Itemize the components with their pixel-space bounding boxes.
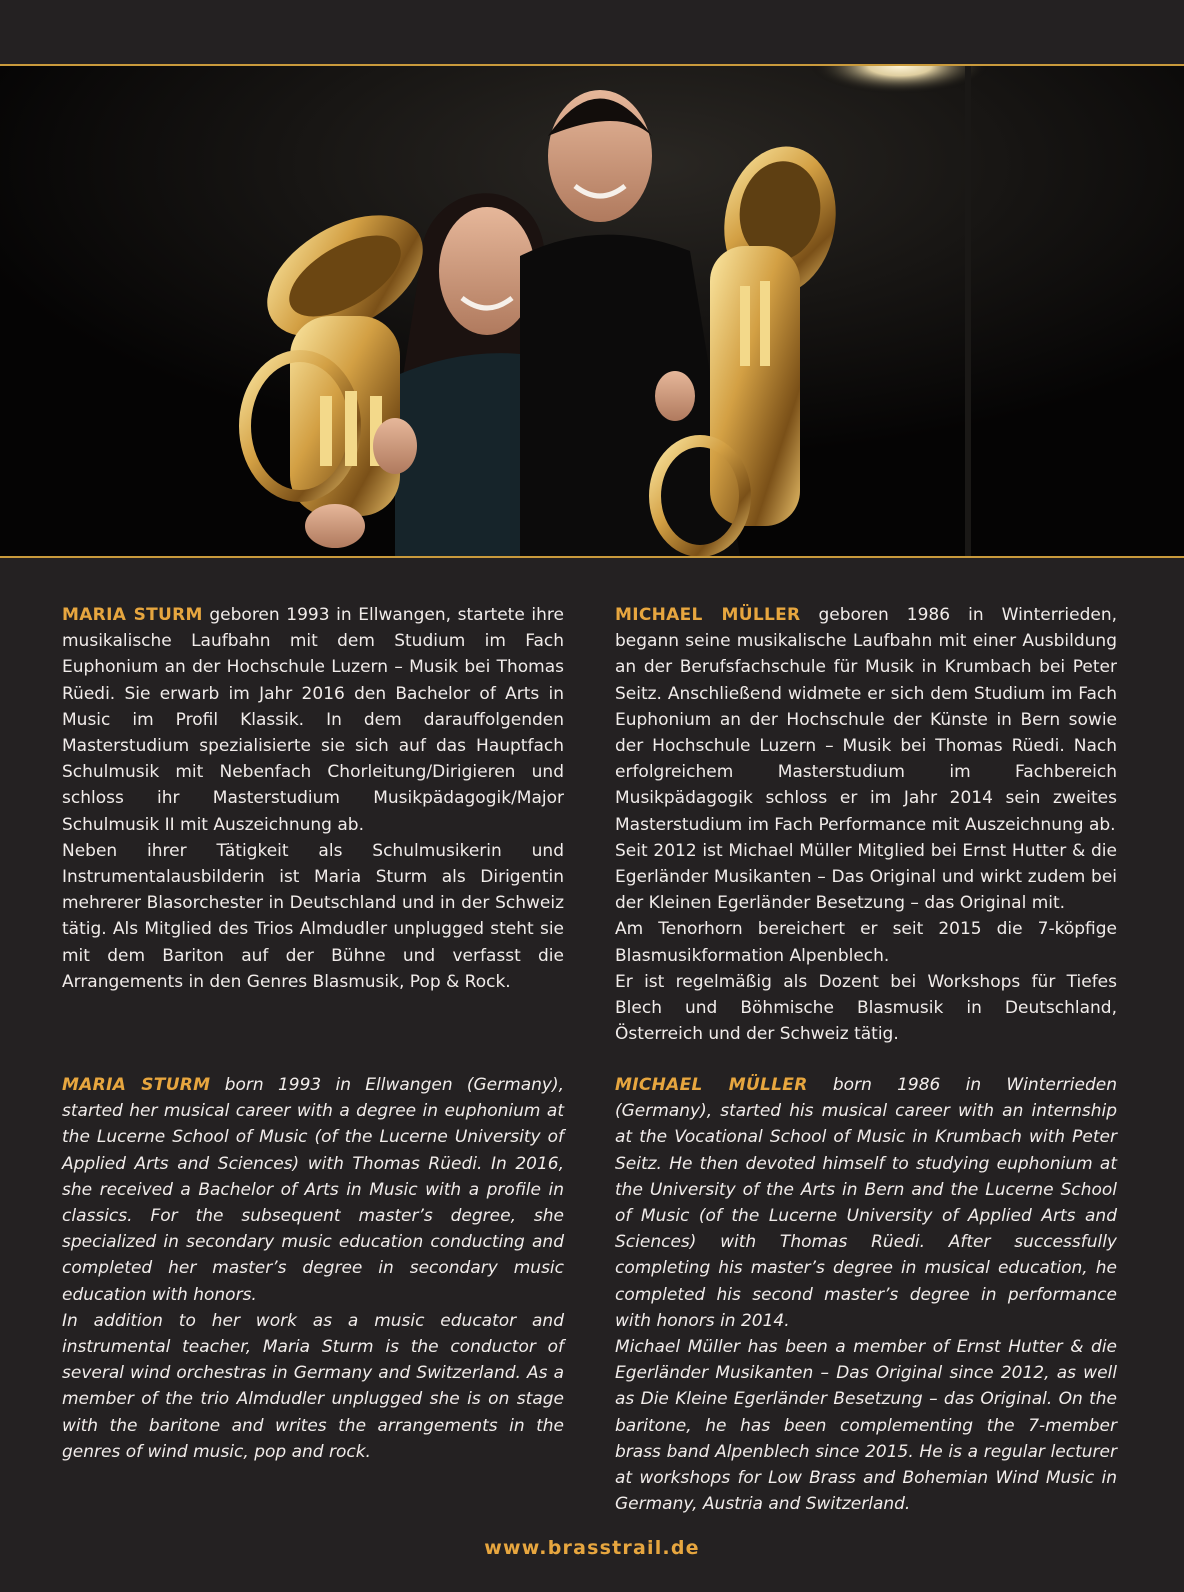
bio-name: MARIA STURM <box>62 605 203 625</box>
bio-paragraph: Neben ihrer Tätigkeit als Schulmusikerin und Instrumentalausbilderin ist Maria Sturm als Dirigentin mehrerer Blasorchester in Deutschland und in der Schweiz tätig. Als Mitglied des Trios Almdudler unplugged steht sie mit dem Bariton auf der Bühne und verfasst die Arrangements in den Genres Blasmusik, Pop & Rock. <box>62 840 564 992</box>
bio-paragraph <box>62 1072 564 1308</box>
portrait-photo <box>0 66 1184 556</box>
bio-text: born 1986 in Winterrieden (Germany), started his musical career with an internship at the Vocational School of Music in Krumbach with Peter Seitz. He then devoted himself to studying euphonium at the University of the Arts in Bern and the Lucerne School of Music (of the Lucerne University of Applied Arts and Sciences) with Thomas Rüedi. After successfully completing his master’s degree in musical education, he completed his second master’s degree in performance with honors in 2014. <box>615 1075 1117 1331</box>
bio-english-maria-sturm <box>62 1072 564 1465</box>
bio-paragraph: Seit 2012 ist Michael Müller Mitglied bei Ernst Hutter & die Egerländer Musikanten – Das Original und wirkt zudem bei der Kleinen Egerländer Besetzung – das Original mit. <box>615 840 1117 914</box>
bio-name: MARIA STURM <box>62 1075 211 1095</box>
bio-text: geboren 1986 in Winterrieden, begann seine musikalische Laufbahn mit einer Ausbildung an der Berufsfachschule für Musik in Krumbach bei Peter Seitz. Anschließend widmete er sich dem Studium im Fach Euphonium an der Hochschule der Künste in Bern sowie der Hochschule Luzern – Musik bei Thomas Rüedi. Nach erfolgreichem Masterstudium im Fachbereich Musikpädagogik schloss er im Jahr 2014 sein zweites Masterstudium im Fach Performance mit Auszeichnung ab. <box>615 605 1117 835</box>
bio-paragraph: Michael Müller has been a member of Ernst Hutter & die Egerländer Musikanten – Das Original since 2012, as well as Die Kleine Egerländer Besetzung – das Original. On the baritone, he has been complementing the 7-member brass band Alpenblech since 2015. He is a regular lecturer at workshops for Low Brass and Bohemian Wind Music in Germany, Austria and Switzerland. <box>615 1337 1117 1515</box>
bio-german-maria-sturm <box>62 602 564 995</box>
bio-paragraph <box>62 602 564 838</box>
bio-paragraph <box>615 602 1117 838</box>
bio-paragraph: In addition to her work as a music educator and instrumental teacher, Maria Sturm is the conductor of several wind orchestras in Germany and Switzerland. As a member of the trio Almdudler unplugged she is on stage with the baritone and writes the arrangements in the genres of wind music, pop and rock. <box>62 1310 564 1462</box>
bio-paragraph: Am Tenorhorn bereichert er seit 2015 die 7-köpfige Blasmusikformation Alpenblech. <box>615 919 1117 966</box>
top-band <box>0 0 1184 64</box>
bio-name: MICHAEL MÜLLER <box>615 605 801 625</box>
bio-paragraph: Er ist regelmäßig als Dozent bei Workshops für Tiefes Blech und Böhmische Blasmusik in Deutschland, Österreich und der Schweiz tätig. <box>615 971 1117 1045</box>
bio-name: MICHAEL MÜLLER <box>615 1075 808 1095</box>
bio-text: born 1993 in Ellwangen (Germany), started her musical career with a degree in euphonium at the Lucerne School of Music (of the Lucerne University of Applied Arts and Sciences) with Thomas Rüedi. In 2016, she received a Bachelor of Arts in Music with a profile in classics. For the subsequent master’s degree, she specialized in secondary music education conducting and completed her master’s degree in secondary music education with honors. <box>62 1075 564 1305</box>
footer-website-link[interactable]: www.brasstrail.de <box>484 1537 700 1559</box>
bio-paragraph <box>615 1072 1117 1334</box>
bio-text: geboren 1993 in Ellwangen, startete ihre musikalische Laufbahn mit dem Studium im Fach Euphonium an der Hochschule Luzern – Musik bei Thomas Rüedi. Sie erwarb im Jahr 2016 den Bachelor of Arts in Music im Profil Klassik. In dem darauffolgenden Masterstudium spezialisierte sie sich auf das Hauptfach Schulmusik mit Nebenfach Chorleitung/Dirigieren und schloss ihr Masterstudium Musikpädagogik/Major Schulmusik II mit Auszeichnung ab. <box>62 605 564 835</box>
bottom-gold-divider <box>0 556 1184 558</box>
portrait-photo-icon <box>0 66 1184 556</box>
bio-english-michael-mueller <box>615 1072 1117 1517</box>
bio-german-michael-mueller <box>615 602 1117 1047</box>
